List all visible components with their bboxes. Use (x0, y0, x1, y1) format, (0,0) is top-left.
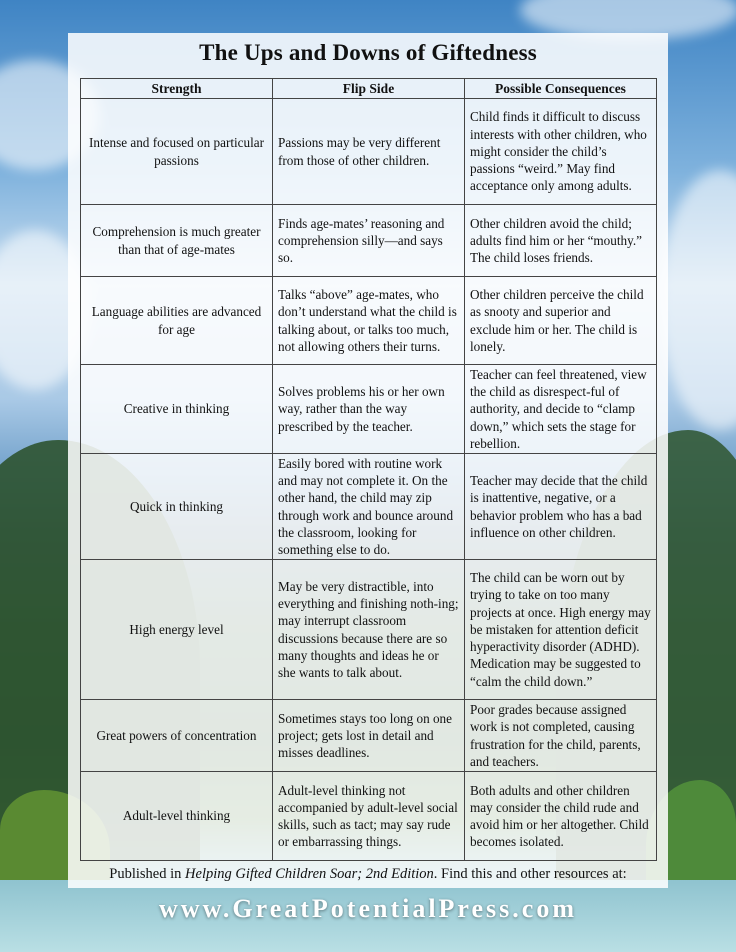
giftedness-table (80, 78, 657, 861)
strength-cell: Language abilities are advanced for age (81, 277, 273, 365)
published-prefix: Published in (109, 866, 186, 882)
flip-side-cell: Sometimes stays too long on one project; gets lost in detail and misses deadlines. (273, 700, 465, 772)
cloud (660, 170, 736, 430)
published-suffix: . Find this and other resources at: (433, 866, 627, 882)
consequence-cell: Child finds it difficult to discuss interests with other children, who might consider the child’s passions “weird.” May find acceptance only among adults. (465, 99, 657, 205)
table-row (81, 454, 657, 560)
page-title: The Ups and Downs of Giftedness (199, 40, 537, 65)
table-row (81, 560, 657, 700)
consequence-cell: The child can be worn out by trying to take on too many projects at once. High energy may be mistaken for attention deficit hyperactivity disorder (ADHD). Medication may be suggested to “calm the child down.” (465, 560, 657, 700)
strength-cell: Intense and focused on particular passions (81, 99, 273, 205)
flip-side-cell: Solves problems his or her own way, rather than the way prescribed by the teacher. (273, 365, 465, 454)
flip-side-cell: Talks “above” age-mates, who don’t understand what the child is talking about, or talks too much, not allowing others their turns. (273, 277, 465, 365)
table-row (81, 205, 657, 277)
strength-cell: Great powers of concentration (81, 700, 273, 772)
flip-side-cell: May be very distractible, into everything and finishing noth-ing; may interrupt classroom discussions because there are so many thoughts and ideas he or she wants to talk about. (273, 560, 465, 700)
header-strength: Strength (81, 79, 273, 99)
header-possible-consequences: Possible Consequences (465, 79, 657, 99)
table-header-row (81, 79, 657, 99)
strength-cell: Quick in thinking (81, 454, 273, 560)
strength-cell: Comprehension is much greater than that of age-mates (81, 205, 273, 277)
website-link[interactable]: www.GreatPotentialPress.com (159, 894, 577, 923)
consequence-cell: Both adults and other children may consider the child rude and avoid him or her altogether. Child becomes isolated. (465, 772, 657, 861)
table-row (81, 99, 657, 205)
flip-side-cell: Easily bored with routine work and may not complete it. On the other hand, the child may zip through work and bounce around the classroom, looking for something else to do. (273, 454, 465, 560)
consequence-cell: Other children perceive the child as snooty and superior and exclude him or her. The child is lonely. (465, 277, 657, 365)
table-row (81, 277, 657, 365)
flip-side-cell: Finds age-mates’ reasoning and comprehension silly—and says so. (273, 205, 465, 277)
publication-note (68, 866, 668, 883)
consequence-cell: Teacher can feel threatened, view the child as disrespect-ful of authority, and decide to “clamp down,” which sets the stage for rebellion. (465, 365, 657, 454)
consequence-cell: Other children avoid the child; adults find him or her “mouthy.” The child loses friends. (465, 205, 657, 277)
consequence-cell: Teacher may decide that the child is inattentive, negative, or a behavior problem who has a bad influence on other children. (465, 454, 657, 560)
strength-cell: High energy level (81, 560, 273, 700)
table-row (81, 365, 657, 454)
flip-side-cell: Adult-level thinking not accompanied by adult-level social skills, such as tact; may say rude or embarrassing things. (273, 772, 465, 861)
strength-cell: Creative in thinking (81, 365, 273, 454)
flip-side-cell: Passions may be very different from those of other children. (273, 99, 465, 205)
book-title: Helping Gifted Children Soar; 2nd Edition (185, 866, 434, 882)
strength-cell: Adult-level thinking (81, 772, 273, 861)
table-row (81, 700, 657, 772)
table-row (81, 772, 657, 861)
consequence-cell: Poor grades because assigned work is not completed, causing frustration for the child, parents, and teachers. (465, 700, 657, 772)
header-flip-side: Flip Side (273, 79, 465, 99)
